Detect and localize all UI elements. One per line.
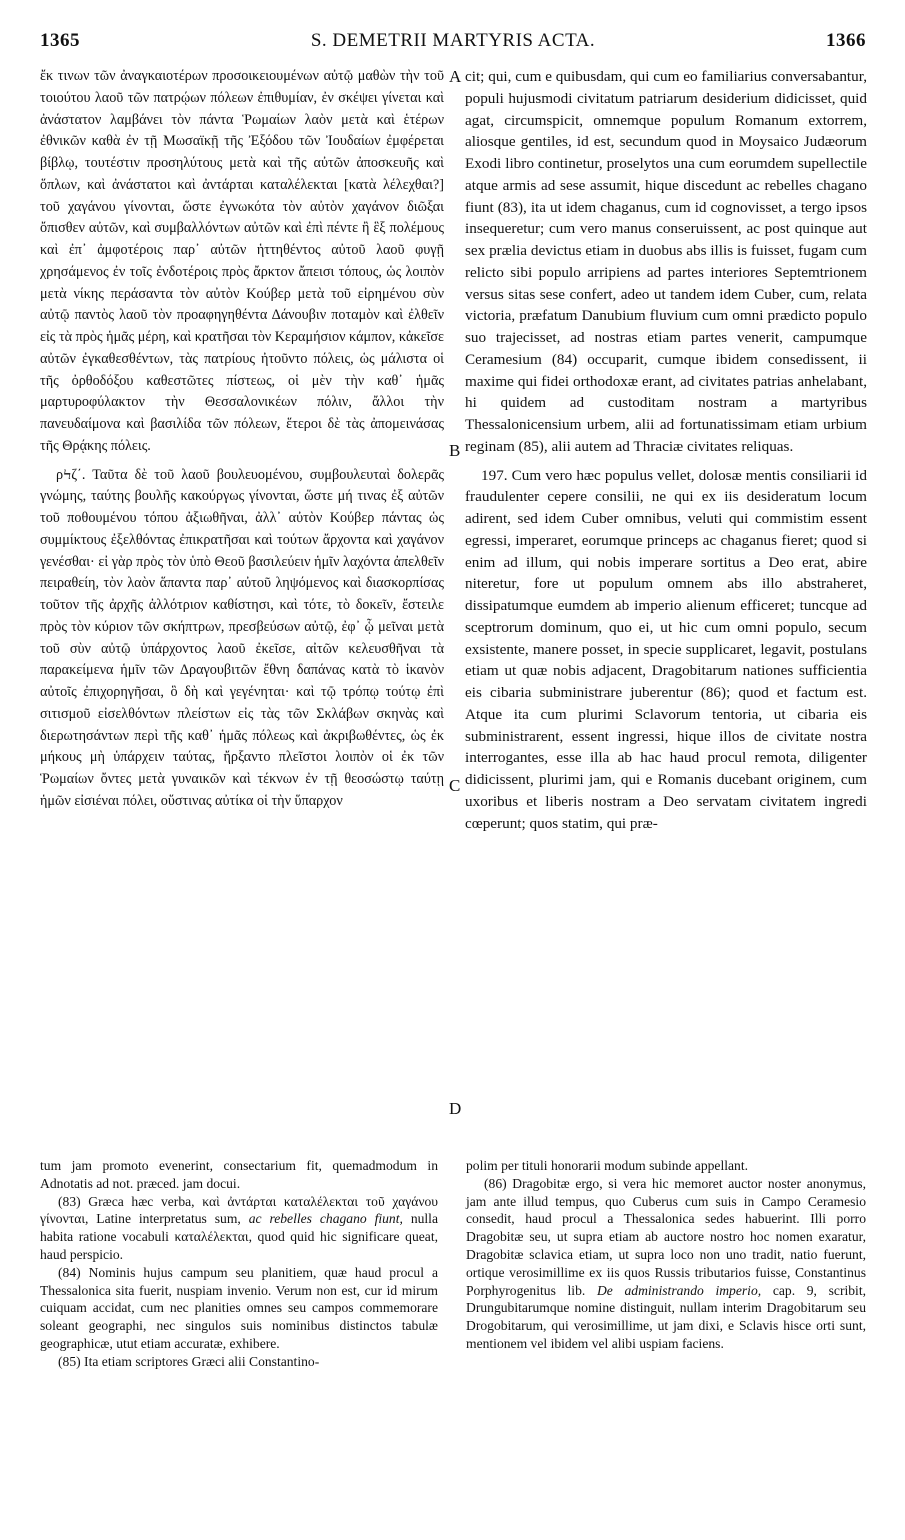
greek-paragraph-2: ρϞζ΄. Ταῦτα δὲ τοῦ λαοῦ βουλευομένου, συμβουλευταὶ δολερᾶς γνώμης, ταύτης βουλῆς κακούργως γίνονται, ὥστε μή τινας ἐξ αὐτῶν τοῦ ποθουμένου τόπου ἀξιωθῆναι, ἀλλ᾽ αὐτὸν Κούβερ πάντας ὡς συμμίκτους ἐξελθόντας ἐπικρατῆσαι καὶ τούτων ἄρχοντα καὶ χαγάνον γενέσθαι· εἰ γὰρ πρὸς τὸν ὑπὸ Θεοῦ βασιλεύειν ἡμῖν λαχόντα ἀπελθεῖν πειραθείη, τὸν λαὸν ἅπαντα παρ᾽ αὐτοῦ ληψόμενος καὶ διασκορπίσας τοῦτον τῆς ἀρχῆς ἀλλότριον καθίστησι, καὶ τότε, τὸ δοκεῖν, ἔστειλε πρὸς τὸν κύριον τῶν σκήπτρων, πρεσβεύσων αὐτῷ, ἐφ᾽ ᾧ μεῖναι μετὰ τοῦ σὺν αὐτῷ ὑπάρχοντος λαοῦ ἐκεῖσε, αἰτῶν κελευσθῆναι τὰ παρακείμενα ἡμῖν τῶν Δραγουβιτῶν ἔθνη δαπάνας κατὰ τὸ ἱκανὸν αὐτοῖς ἐπιχορηγῆσαι, ὃ δὴ καὶ γεγένηται· καὶ τῷ τρόπῳ τούτῳ ἐπὶ σιτισμοῦ εἰσελθόντων πλείστων εἰς τὰς τῶν Σκλάβων σκηνὰς καὶ διερωτησάντων περὶ τῆς καθ᾽ ἡμᾶς πόλεως καὶ ἀκριβωθέντες, ὡς ἐκ μήκους μὴ ὑπάρχειν ταύτας, ἤρξαντο πλεῖστοι λοιπὸν οἱ ἐκ τῶν Ῥωμαίων ὄντες μετὰ γυναικῶν καὶ τέκνων ἐν τῇ θεοσώστῳ ταύτῃ ἡμῶν εἰσιέναι πόλει, οὕστινας αὐτίκα οἱ τὴν ὕπαρχον: [40, 466, 444, 809]
footnote-86-text-a: (86) Dragobitæ ergo, si vera hic memoret auctor noster anonymus, jam ante illud tempus, quo Cuberus cum suis in Campo Ceramesio consedit, haud procul a Thessalonica sedes habuerint. Illi porro Dragobitæ seu, ut supra etiam ab auctore nostro hoc nomen exaratur, Dragobitæ sclavica etiam, ut supra loco non uno tradit, natio fuerunt, ortique verosimillime ex iis quos Russis tributarios fuisse, Constantinus Porphyrogenitus lib.: [466, 1175, 866, 1298]
section-marker-d: D: [449, 1099, 462, 1118]
footnote-85-continuation: polim per tituli honorarii modum subinde appellant.: [466, 1158, 749, 1173]
footnote-continuation: tum jam promoto evenerint, consectarium fit, quemadmodum in Adnotatis ad not. præced. jam docui.: [40, 1158, 438, 1191]
running-title: S. DEMETRII MARTYRIS ACTA.: [310, 30, 596, 51]
footnote-83: [40, 1193, 438, 1264]
section-marker-b: B: [449, 441, 461, 460]
latin-paragraph-2: 197. Cum vero hæc populus vellet, dolosæ mentis consiliarii id fraudulenter cepere consilii, ne qui ex iis desideratum locum adirent, sed idem Cuber omnibus, veluti qui commistim essent egressi, imperaret, eorumque princeps ac chaganus fieret; quod si enim ad illum, qui nobis imperare sortitus a Deo erat, abire niteretur, fore ut populum omnem abs illo abstraheret, dissipatumque eumdem ab imperio alienum efficeret; tuncque ad sceptrorum dominum, quo ei, ut hic cum omni populo, secum exsistente, manere posset, in specie supplicaret, legavit, postulans etiam ut quæ nobis adjacent, Dragobitarum nationes sufficientia eis cibaria subministrare juberentur (86); quod et factum est. Atque ita cum plurimi Sclavorum tentoria, ut cibaria eis subministrarent, essent ingressi, hique illos de civitate nostra interrogantes, esse illa ab hac haud procul remota, diligenter didicissent, plurimi jam, qui e Romanis ducebant originem, cum uxoribus et liberis nostram a Deo servatam civitatem ingredi cœperunt; quos statim, qui præ-: [465, 466, 867, 832]
footnote-86-italic: De administrando imperio,: [596, 1282, 762, 1298]
footnote-83-text-a: (83) Græca hæc verba, καὶ ἀντάρται καταλέλεκται τοῦ χαγάνου γίνονται, Latine interpretatus sum,: [40, 1193, 438, 1227]
section-marker-c: C: [449, 776, 461, 795]
footnotes-right: [466, 1157, 866, 1353]
footnote-86: [466, 1175, 866, 1353]
latin-paragraph-1: cit; qui, cum e quibusdam, qui cum eo familiarius conversabantur, populi hujusmodi civitatum patriarum desiderium didicisset, quid agat, circumspicit, omnemque populum Romanum extorrem, aliosque gentiles, id est, secundum quod in Moysaico Judæorum Exodi libro continetur, proselytos una cum eorumdem supellectile atque armis ad sese assumit, hique discedunt ac rebelles chagano fiunt (83), ita ut idem chaganus, cum id cognovisset, a tergo ipsos insequeretur; cum vero manus conseruissent, ac post quinque aut sex prælia devictus etiam in duobus abs illis is fuisset, fugam cum relicto sibi populo arripiens ad partes interiores Septemtrionem versus sitas sese confert, adeo ut tandem idem Cuber, cum, relata victoria, præfatum Danubium fluvium cum omni prædicto populo suo trajecisset, ad nostras etiam partes venerit, campumque Ceramesium (84) occuparit, cumque ibidem consedissent, ii maxime qui fidei orthodoxæ erant, ad civitates patrias anhelabant, hi quidem ad custoditam nostram a martyribus Thessalonicensium urbem, alii ad fortunatissimam etiam urbium reginam (85), alii autem ad Thraciæ civitates reliquas.: [465, 68, 867, 455]
page-number-right: 1366: [826, 30, 866, 51]
footnote-83-italic: ac rebelles chagano fiunt,: [248, 1211, 403, 1227]
greek-column: [40, 66, 444, 813]
section-marker-a: A: [449, 67, 462, 86]
footnote-86-text-b: cap. 9, scribit, Drungubitarumque nomine distinguit, nullam interim Dragobitarum seu Drogobitarum, qui verosimillime, ut jam dixi, e Sclavis hisce orti sunt, mentionem vel ibidem vel alibi uspiam faciens.: [466, 1282, 866, 1351]
footnote-85: (85) Ita etiam scriptores Græci alii Constantino-: [58, 1353, 320, 1369]
footnote-84: (84) Nominis hujus campum seu planitiem, quæ haud procul a Thessalonica sita fuerit, nuspiam invenio. Verum non est, cur id mirum cuiquam accidat, cum nec planities omnes seu campos commemorare soleant geographi, nec singulos suis nominibus distinctos tabulæ geographicæ, utut etiam accuratæ, exhibere.: [40, 1264, 438, 1351]
greek-paragraph-1: ἔκ τινων τῶν ἀναγκαιοτέρων προσοικειουμένων αὐτῷ μαθὼν τὴν τοῦ τοιούτου λαοῦ τῶν πατρῴων πόλεων ἐπιθυμίαν, ἐν σκέψει γίνεται καὶ ἀνάστατον λαμβάνει τὸν πάντα Ῥωμαίων λαὸν μετὰ καὶ ἑτέρων ἐθνικῶν καθὰ ἐν τῇ Μωσαϊκῇ τῆς Ἐξόδου τῶν Ἰουδαίων ἐμφέρεται βίβλῳ, τουτέστιν προσηλύτους μετὰ καὶ τῆς αὐτῶν ἀποσκευῆς καὶ ὅπλων, καὶ ἀνάστατοι καὶ ἀντάρται καταλέλεκται [κατὰ λέλεχθαι?] τοῦ χαγάνου γίνονται, ὥστε ἐγνωκότα τὸν αὐτὸν χαγάνον διῶξαι ὄπισθεν αὐτῶν, καὶ συμβαλλόντων αὐτῶν καὶ ἐπὶ πέντε ἢ ἓξ πολέμους καὶ ἐπ᾽ ἀμφοτέροις παρ᾽ αὐτῶν ἡττηθέντος αὐτοῦ λαοῦ φυγῇ χρησάμενος ἐν τοῖς ἐνδοτέροις πρὸς ἄρκτον ἄπεισι τόπους, ὡς λοιπὸν μετὰ νίκης περάσαντα τὸν αὐτὸν Κούβερ μετὰ τοῦ εἰρημένου σὺν αὐτῷ παντὸς λαοῦ τὸν προαφηγηθέντα Δάνουβιν ποταμὸν καὶ ἐλθεῖν εἰς τὰ πρὸς ἡμᾶς μέρη, καὶ κρατῆσαι τὸν Κεραμήσιον κάμπον, κἀκεῖσε αὐτῶν ἐγκαθεσθέντων, τὰς πατρίους ἠτοῦντο πόλεις, ὡς μάλιστα οἱ τῆς ὀρθοδόξου καθεστῶτες πίστεως, οἱ μὲν τὴν καθ᾽ ἡμᾶς μαρτυροφύλακτον τὴν Θεσσαλονικέων πόλιν, ἄλλοι τὴν πανευδαίμονα καὶ βασιλίδα τῶν πόλεων, ἕτεροι δὲ τὰς ἀπομεινάσας τῆς Θρᾴκης πόλεις.: [40, 68, 444, 454]
page-number-left: 1365: [40, 30, 80, 51]
footnote-83-text-b: nulla habita ratione vocabuli καταλέλεκται, quod quid hic significare queat, haud perspicio.: [40, 1211, 438, 1262]
page-header: [40, 30, 866, 56]
footnotes-left: [40, 1157, 438, 1371]
latin-column: [465, 66, 867, 834]
